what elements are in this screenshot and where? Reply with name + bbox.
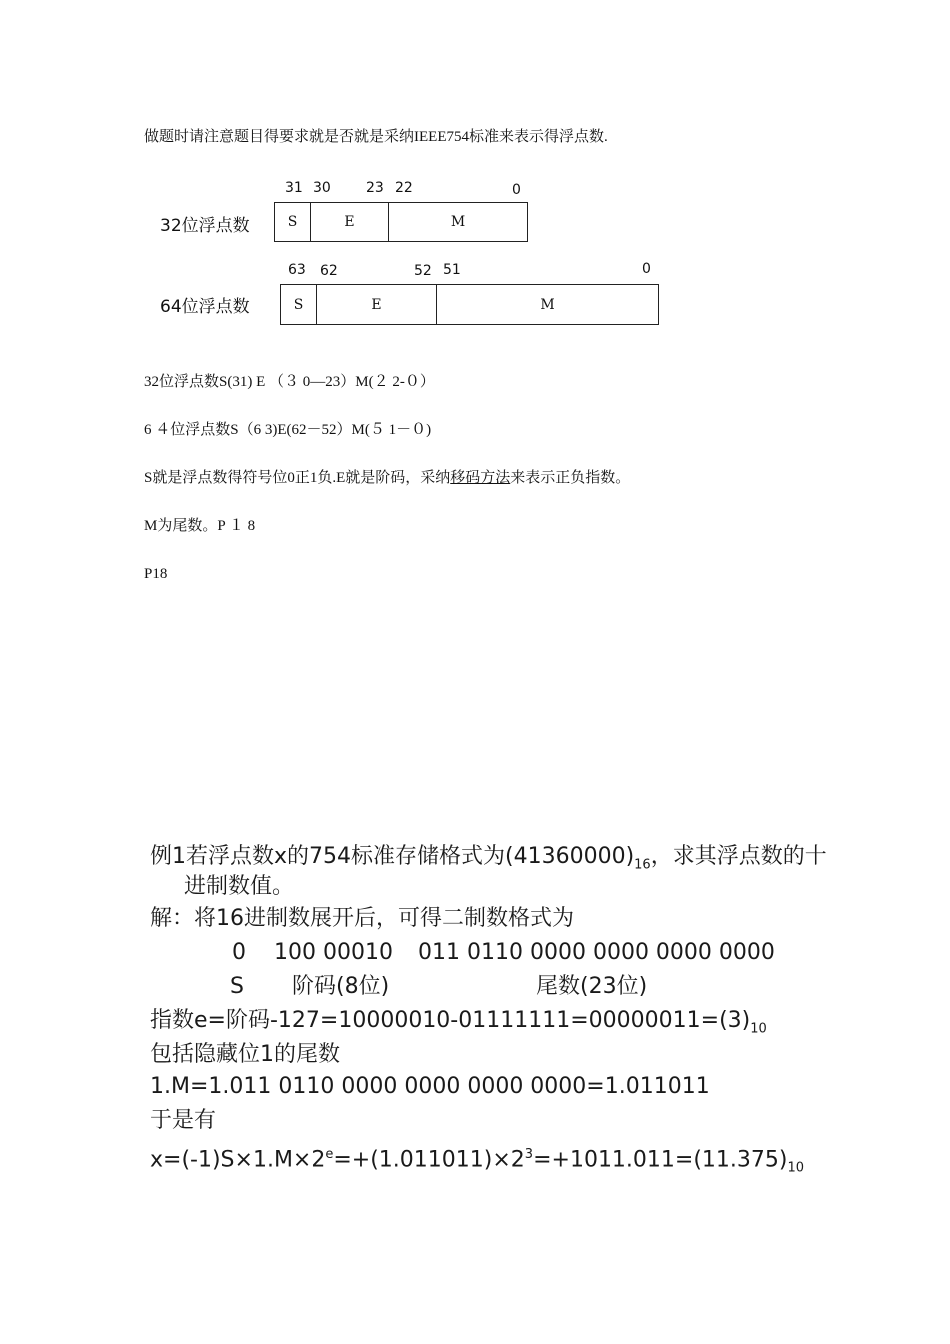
- example-line-mantissa-value: 1.M=1.011 0110 0000 0000 0000 0000=1.011011: [150, 1074, 710, 1099]
- text-line-64bit: 6 ４位浮点数S（6 3)E(62－52）M(５ 1－０): [144, 422, 432, 438]
- label-mantissa: 尾数(23位): [536, 974, 648, 999]
- label-exponent: 阶码(8位): [292, 974, 390, 999]
- intro-text: 做题时请注意题目得要求就是否就是采纳IEEE754标准来表示得浮点数.: [144, 129, 608, 145]
- sign-field: S: [275, 203, 311, 241]
- float64-label: 64位浮点数: [160, 297, 250, 317]
- example-line-hidden-bit: 包括隐藏位1的尾数: [150, 1042, 340, 1067]
- subscript: 10: [787, 1160, 805, 1176]
- bit-0: 0: [512, 182, 521, 198]
- text-segment: S就是浮点数得符号位0正1负.E就是阶码，采纳: [144, 470, 451, 486]
- bit-22: 22: [395, 180, 413, 196]
- text-line-sign-exponent: [144, 468, 630, 488]
- example-text: 指数e=阶码-127=10000010-01111111=00000011=(3): [150, 1008, 751, 1033]
- superscript: 3: [524, 1147, 534, 1162]
- underlined-term: 移码方法: [450, 470, 511, 486]
- example-text: =+(1.011011)×2: [333, 1147, 525, 1173]
- text-line-mantissa: M为尾数。P １ 8: [144, 518, 256, 534]
- example-text: =+1011.011=(11.375): [533, 1147, 788, 1173]
- example-line-2: 进制数值。: [184, 874, 295, 899]
- example-line-exponent: [150, 1006, 767, 1044]
- mantissa-field: M: [540, 296, 555, 313]
- example-text: ，求其浮点数的十: [650, 844, 827, 869]
- text-segment: 来表示正负指数。: [510, 470, 631, 486]
- example-text: x=(-1)S×1.M×2: [150, 1147, 326, 1173]
- label-sign: S: [230, 974, 244, 999]
- bit-62: 62: [320, 263, 338, 279]
- exponent-field: E: [311, 203, 389, 241]
- bit-52: 52: [414, 263, 432, 279]
- float64-field-box: [280, 284, 659, 325]
- example-line-3: 解：将16进制数展开后，可得二制数格式为: [150, 906, 574, 931]
- mantissa-field: M: [450, 214, 466, 230]
- binary-exponent: 100 00010: [274, 940, 393, 965]
- float32-label: 32位浮点数: [160, 216, 250, 236]
- example-line-therefore: 于是有: [150, 1108, 217, 1133]
- binary-sign: 0: [232, 940, 246, 965]
- bit-23: 23: [366, 180, 384, 196]
- subscript: 10: [750, 1021, 767, 1037]
- example-line-result: [150, 1140, 804, 1184]
- exponent-field: E: [317, 285, 437, 324]
- sign-field: S: [281, 285, 317, 324]
- text-line-32bit: 32位浮点数S(31) E （３ 0—23）M(２ 2-０）: [144, 374, 435, 390]
- bit-31: 31: [285, 180, 303, 196]
- bit-30: 30: [313, 180, 331, 196]
- bit-0: 0: [642, 261, 651, 277]
- bit-51: 51: [443, 262, 461, 278]
- superscript: e: [325, 1147, 334, 1162]
- bit-63: 63: [288, 262, 306, 278]
- example-text: 例1若浮点数x的754标准存储格式为(41360000): [150, 844, 635, 869]
- float32-field-box: [274, 202, 528, 242]
- subscript: 16: [634, 857, 651, 873]
- text-line-page-ref: P18: [144, 566, 168, 582]
- binary-mantissa: 011 0110 0000 0000 0000 0000: [418, 940, 775, 965]
